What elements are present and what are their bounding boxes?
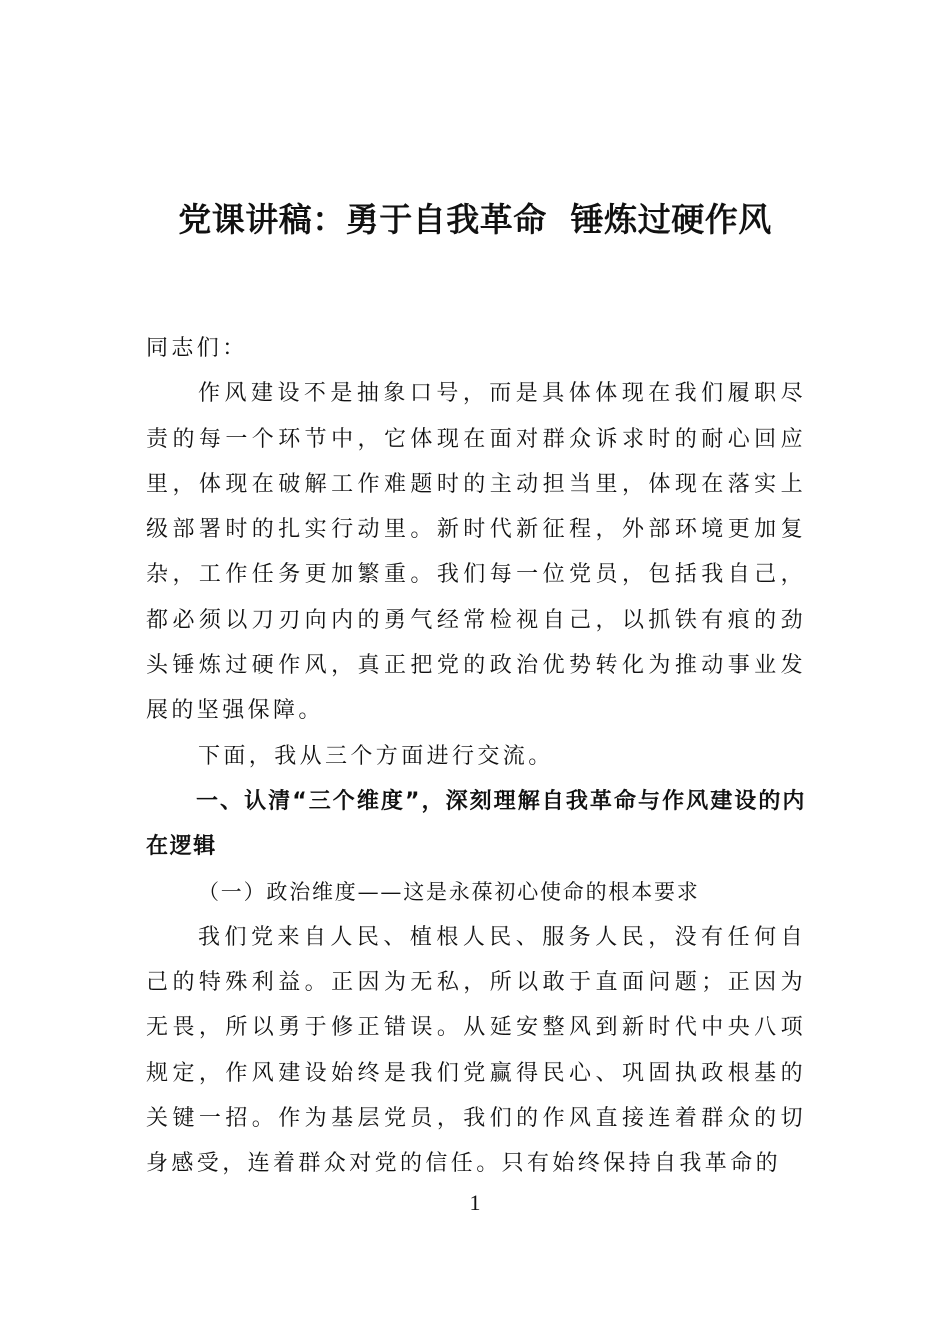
salutation: 同志们： <box>146 336 248 361</box>
subsection-heading: （一）政治维度——这是永葆初心使命的根本要求 <box>198 879 700 904</box>
section-heading: 一、认清“三个维度”，深刻理解自我革命与作风建设的内在逻辑 <box>146 788 806 860</box>
transition-paragraph: 下面，我从三个方面进行交流。 <box>198 743 554 769</box>
document-body <box>146 326 806 1187</box>
document-title: 党课讲稿：勇于自我革命 锤炼过硬作风 <box>178 200 772 239</box>
intro-paragraph: 作风建设不是抽象口号，而是具体体现在我们履职尽责的每一个环节中，它体现在面对群众诉求时的耐心回应里，体现在破解工作难题时的主动担当里，体现在落实上级部署时的扎实行动里。新时代新征程，外部环境更加复杂，工作任务更加繁重。我们每一位党员，包括我自己，都必须以刀刃向内的勇气经常检视自己，以抓铁有痕的劲头锤炼过硬作风，真正把党的政治优势转化为推动事业发展的坚强保障。 <box>146 381 806 724</box>
section-paragraph: 我们党来自人民、植根人民、服务人民，没有任何自己的特殊利益。正因为无私，所以敢于直面问题；正因为无畏，所以勇于修正错误。从延安整风到新时代中央八项规定，作风建设始终是我们党赢得民心、巩固执政根基的关键一招。作为基层党员，我们的作风直接连着群众的切身感受，连着群众对党的信任。只有始终保持自我革命的 <box>146 924 806 1177</box>
page-number: 1 <box>469 1190 481 1215</box>
